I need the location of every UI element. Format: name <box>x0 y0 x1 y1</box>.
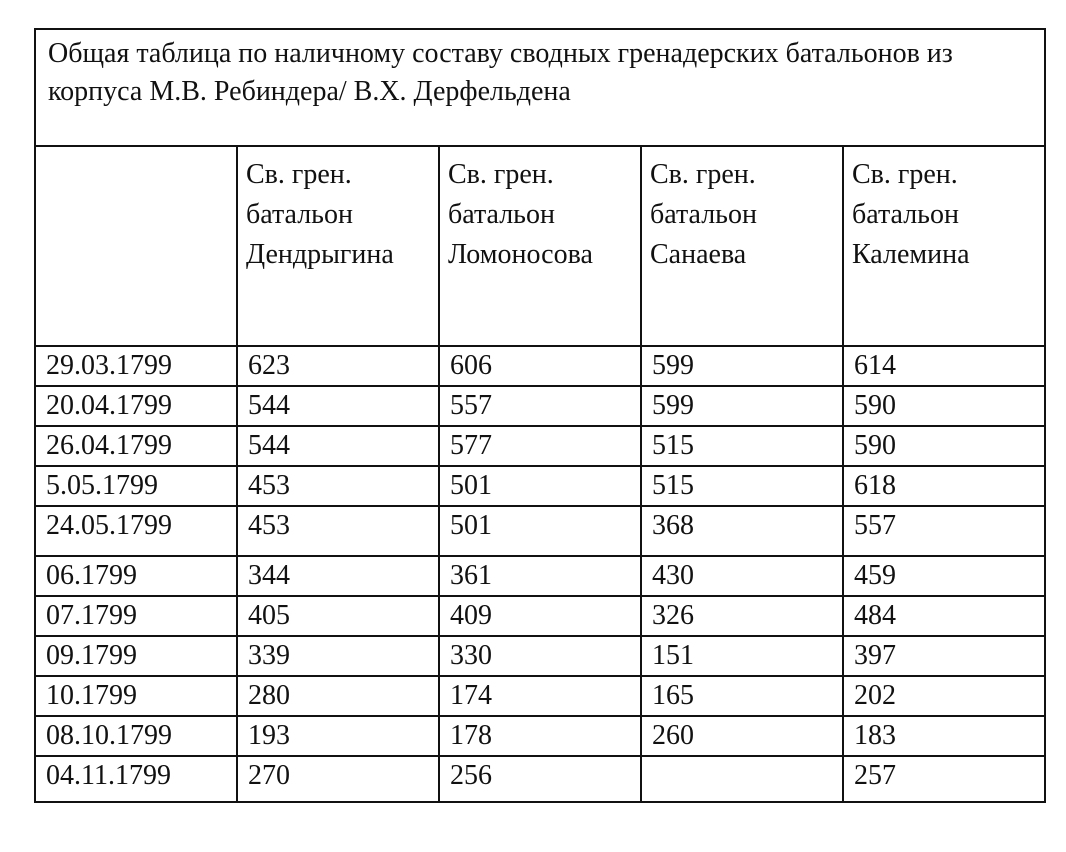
value-cell: 178 <box>439 716 641 756</box>
table-row <box>35 386 1045 426</box>
header-col-sanaev <box>641 146 843 346</box>
value-cell: 590 <box>843 386 1045 426</box>
value-cell: 174 <box>439 676 641 716</box>
value-cell: 256 <box>439 756 641 802</box>
value-cell: 590 <box>843 426 1045 466</box>
strength-table <box>34 28 1046 803</box>
date-cell: 26.04.1799 <box>35 426 237 466</box>
title-row <box>35 29 1045 146</box>
header-row <box>35 146 1045 346</box>
date-cell: 10.1799 <box>35 676 237 716</box>
table-row <box>35 506 1045 556</box>
value-cell: 183 <box>843 716 1045 756</box>
value-cell: 623 <box>237 346 439 386</box>
value-cell: 459 <box>843 556 1045 596</box>
value-cell: 326 <box>641 596 843 636</box>
value-cell: 557 <box>843 506 1045 556</box>
value-cell: 344 <box>237 556 439 596</box>
header-line: Св. грен. <box>246 159 352 190</box>
table-title: Общая таблица по наличному составу сводных гренадерских батальонов из корпуса М.В. Ребиндера/ В.Х. Дерфельдена <box>35 29 1045 146</box>
value-cell: 501 <box>439 506 641 556</box>
value-cell: 339 <box>237 636 439 676</box>
table-row <box>35 716 1045 756</box>
value-cell: 484 <box>843 596 1045 636</box>
header-col-dendrygin <box>237 146 439 346</box>
header-line: Санаева <box>650 239 747 270</box>
header-line: батальон <box>448 199 555 230</box>
value-cell: 614 <box>843 346 1045 386</box>
header-date-cell <box>35 146 237 346</box>
value-cell: 330 <box>439 636 641 676</box>
value-cell: 618 <box>843 466 1045 506</box>
header-col-lomonosov <box>439 146 641 346</box>
table-row <box>35 466 1045 506</box>
value-cell: 257 <box>843 756 1045 802</box>
value-cell: 430 <box>641 556 843 596</box>
header-line: Калемина <box>852 239 970 270</box>
header-line: батальон <box>852 199 959 230</box>
header-line: Св. грен. <box>852 159 958 190</box>
value-cell: 368 <box>641 506 843 556</box>
value-cell: 397 <box>843 636 1045 676</box>
value-cell: 361 <box>439 556 641 596</box>
table-row <box>35 636 1045 676</box>
value-cell: 270 <box>237 756 439 802</box>
date-cell: 09.1799 <box>35 636 237 676</box>
value-cell: 606 <box>439 346 641 386</box>
table-row <box>35 346 1045 386</box>
header-line: батальон <box>650 199 757 230</box>
value-cell: 260 <box>641 716 843 756</box>
value-cell: 515 <box>641 426 843 466</box>
table-row <box>35 676 1045 716</box>
header-line: Ломоносова <box>448 239 593 270</box>
date-cell: 24.05.1799 <box>35 506 237 556</box>
date-cell: 08.10.1799 <box>35 716 237 756</box>
value-cell: 193 <box>237 716 439 756</box>
value-cell: 151 <box>641 636 843 676</box>
header-line: батальон <box>246 199 353 230</box>
date-cell: 5.05.1799 <box>35 466 237 506</box>
table-row <box>35 756 1045 802</box>
date-cell: 06.1799 <box>35 556 237 596</box>
value-cell: 280 <box>237 676 439 716</box>
value-cell: 515 <box>641 466 843 506</box>
table-row <box>35 596 1045 636</box>
value-cell: 544 <box>237 426 439 466</box>
value-cell: 453 <box>237 506 439 556</box>
date-cell: 29.03.1799 <box>35 346 237 386</box>
header-col-kalemin <box>843 146 1045 346</box>
value-cell: 599 <box>641 386 843 426</box>
value-cell: 557 <box>439 386 641 426</box>
value-cell: 577 <box>439 426 641 466</box>
date-cell: 04.11.1799 <box>35 756 237 802</box>
date-cell: 20.04.1799 <box>35 386 237 426</box>
value-cell: 544 <box>237 386 439 426</box>
table-row <box>35 426 1045 466</box>
value-cell: 202 <box>843 676 1045 716</box>
value-cell <box>641 756 843 802</box>
value-cell: 165 <box>641 676 843 716</box>
header-line: Дендрыгина <box>246 239 394 270</box>
value-cell: 453 <box>237 466 439 506</box>
date-cell: 07.1799 <box>35 596 237 636</box>
value-cell: 405 <box>237 596 439 636</box>
header-line: Св. грен. <box>448 159 554 190</box>
header-line: Св. грен. <box>650 159 756 190</box>
table-row <box>35 556 1045 596</box>
value-cell: 501 <box>439 466 641 506</box>
value-cell: 599 <box>641 346 843 386</box>
value-cell: 409 <box>439 596 641 636</box>
